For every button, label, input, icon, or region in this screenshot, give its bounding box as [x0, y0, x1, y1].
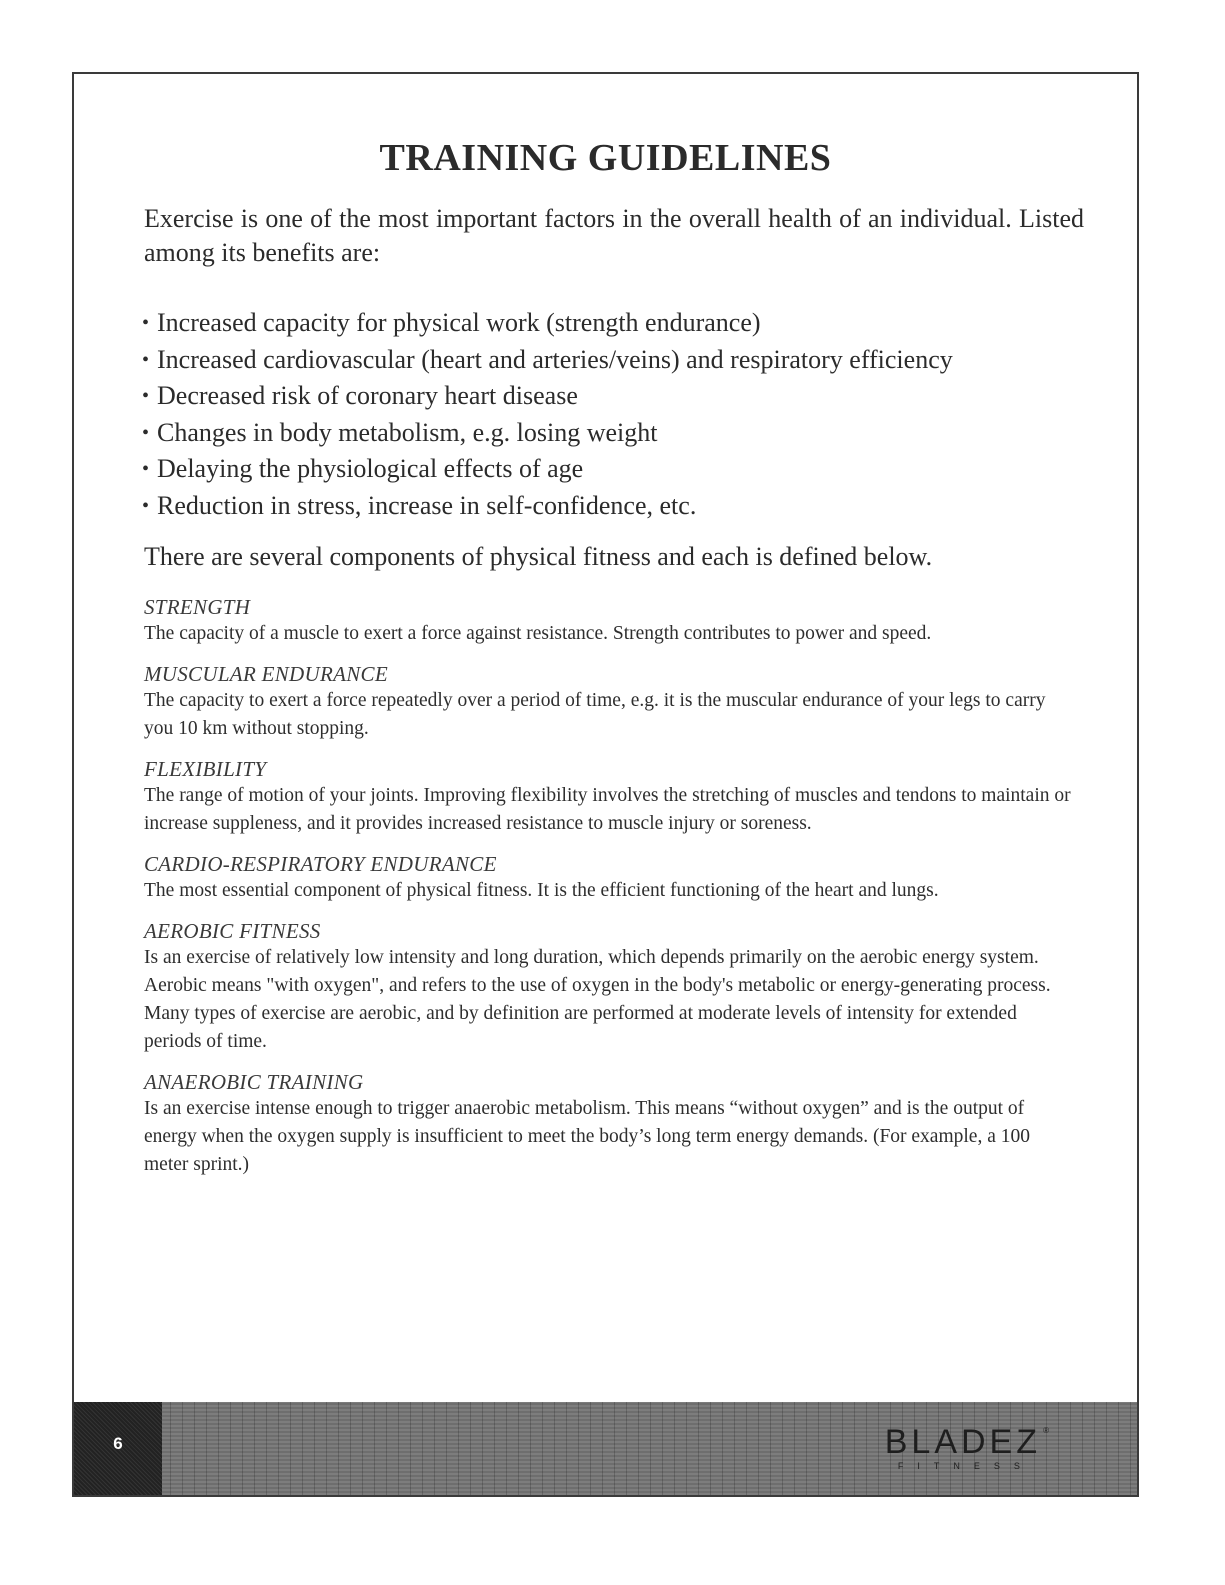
section-heading: AEROBIC FITNESS [144, 919, 321, 943]
benefit-item: • Delaying the physiological effects of age [142, 452, 953, 489]
page-number-box [74, 1402, 162, 1495]
components-intro: There are several components of physical fitness and each is defined below. [144, 542, 933, 571]
brand-name: BLADEZ [884, 1423, 1041, 1461]
benefit-item: • Increased capacity for physical work (strength endurance) [142, 306, 953, 343]
page-number: 6 [113, 1434, 123, 1453]
section-heading: ANAEROBIC TRAINING [144, 1070, 364, 1094]
section-anaerobic-training [144, 1069, 1074, 1179]
section-flexibility [144, 756, 1074, 838]
benefit-item: • Increased cardiovascular (heart and arteries/veins) and respiratory efficiency [142, 343, 953, 380]
section-body: Is an exercise of relatively low intensity and long duration, which depends primarily on the aerobic energy system. Aerobic means "with oxygen", and refers to the use of oxygen in the body's metabolic or energy-generating process. Many types of exercise are aerobic, and by definition are performed at moderate levels of intensity for extended periods of time. [144, 947, 1051, 1052]
registered-mark: ® [1043, 1426, 1049, 1435]
section-cardio-respiratory-endurance [144, 851, 1074, 905]
footer-bar [74, 1402, 1137, 1495]
benefit-item: • Decreased risk of coronary heart disease [142, 379, 953, 416]
benefits-list [142, 306, 953, 525]
section-heading: FLEXIBILITY [144, 757, 267, 781]
section-heading: MUSCULAR ENDURANCE [144, 662, 388, 686]
intro-paragraph: Exercise is one of the most important factors in the overall health of an individual. Listed among its benefits are: [144, 204, 1084, 267]
section-body: Is an exercise intense enough to trigger anaerobic metabolism. This means “without oxygen” and is the output of energy when the oxygen supply is insufficient to meet the body’s long term energy demands. (For example, a 100 meter sprint.) [144, 1098, 1030, 1175]
section-body: The most essential component of physical fitness. It is the efficient functioning of the heart and lungs. [144, 880, 939, 901]
section-body: The capacity to exert a force repeatedly over a period of time, e.g. it is the muscular endurance of your legs to carry you 10 km without stopping. [144, 690, 1046, 739]
benefit-item: • Reduction in stress, increase in self-confidence, etc. [142, 489, 953, 526]
section-body: The capacity of a muscle to exert a force against resistance. Strength contributes to power and speed. [144, 623, 932, 644]
fitness-components [144, 594, 1074, 1192]
section-heading: STRENGTH [144, 595, 251, 619]
section-heading: CARDIO-RESPIRATORY ENDURANCE [144, 852, 497, 876]
page-frame [72, 72, 1139, 1497]
brand-logo [884, 1423, 1049, 1472]
benefit-item: • Changes in body metabolism, e.g. losing weight [142, 416, 953, 453]
section-muscular-endurance [144, 661, 1074, 743]
section-body: The range of motion of your joints. Improving flexibility involves the stretching of muscles and tendons to maintain or increase suppleness, and it provides increased resistance to muscle injury or soreness. [144, 785, 1071, 834]
section-aerobic-fitness [144, 918, 1074, 1056]
section-strength [144, 594, 1074, 648]
page-title: TRAINING GUIDELINES [379, 137, 832, 179]
brand-tagline: FITNESS [897, 1461, 1034, 1471]
